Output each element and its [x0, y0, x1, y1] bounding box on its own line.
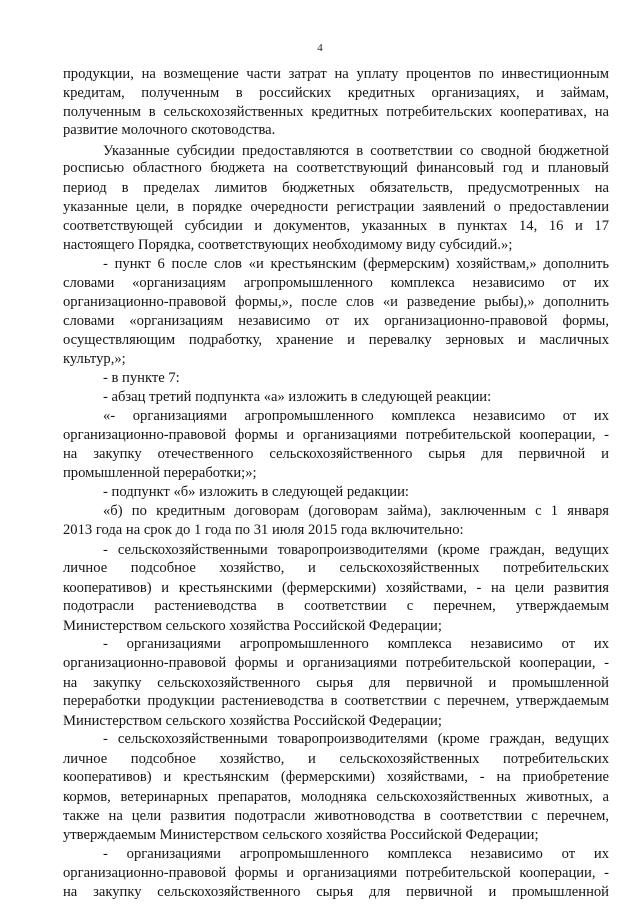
- text-line: кормов, ветеринарных препаратов, молодняка сельскохозяйственных животных, а: [63, 788, 609, 805]
- text-line: организационно-правовой формы,», после слов «и разведение рыбы),» дополнить: [63, 293, 609, 310]
- text-line: продукции, на возмещение части затрат на уплату процентов по инвестиционным: [63, 66, 609, 82]
- text-line: культур,»;: [63, 351, 126, 367]
- text-line: промышленной переработки;»;: [63, 464, 257, 481]
- text-line: организационно-правовой формы и организациями потребительской кооперации, -: [63, 426, 609, 443]
- text-line: кооперативов) и крестьянскими (фермерскими) хозяйствами, - на цели развития: [63, 579, 609, 596]
- text-line: росписью областного бюджета на соответствующий финансовый год и плановый: [63, 160, 609, 177]
- text-line: 2013 года на срок до 1 года по 31 июля 2015 года включительно:: [63, 522, 464, 539]
- text-line: Министерством сельского хозяйства Российской Федерации;: [63, 617, 442, 634]
- text-line: развитие молочного скотоводства.: [63, 122, 276, 139]
- page-number: 4: [317, 42, 323, 54]
- text-line: - сельскохозяйственными товаропроизводителями (кроме граждан, ведущих: [103, 731, 609, 748]
- text-line: организационно-правовой формы и организациями потребительской кооперации, -: [63, 864, 609, 881]
- text-line: настоящего Порядка, соответствующих необходимому виду субсидий.»;: [63, 237, 513, 254]
- text-line: - пункт 6 после слов «и крестьянским (фермерским) хозяйствам,» дополнить: [103, 255, 609, 272]
- text-line: словами «организациям независимо от их организационно-правовой формы,: [63, 313, 609, 330]
- text-line: соответствующей субсидии и документов, указанных в пунктах 14, 16 и 17: [63, 217, 609, 234]
- text-line: подотрасли растениеводства в соответствии с перечнем, утверждаемым: [63, 598, 609, 615]
- text-line: организационно-правовой формы и организациями потребительской кооперации, -: [63, 655, 609, 672]
- text-line: указанные цели, в порядке очередности регистрации заявлений о предоставлении: [63, 199, 609, 216]
- text-line: осуществляющим подработку, хранение и перевалку зерновых и масличных: [63, 331, 609, 348]
- text-line: - абзац третий подпункта «а» изложить в следующей реакции:: [103, 388, 492, 405]
- text-line: на закупку отечественного сельскохозяйственного сырья для первичной и: [63, 446, 609, 463]
- text-line: кредитам, полученным в российских кредитных организациях, и займам,: [63, 84, 609, 101]
- text-line: также на цели развития подотрасли животноводства в соответствии с перечнем,: [63, 808, 609, 825]
- text-line: на закупку сельскохозяйственного сырья для первичной и промышленной: [63, 884, 609, 900]
- text-line: переработки продукции растениеводства в соответствии с перечнем, утверждаемым: [63, 693, 609, 710]
- text-line: личное подсобное хозяйство, и сельскохозяйственных потребительских: [63, 750, 609, 767]
- text-line: «- организациями агропромышленного комплекса независимо от их: [103, 408, 609, 425]
- text-line: период в пределах лимитов бюджетных обязательств, предусмотренных на: [63, 179, 609, 196]
- text-line: Министерством сельского хозяйства Российской Федерации;: [63, 712, 442, 729]
- text-line: Указанные субсидии предоставляются в соответствии со сводной бюджетной: [103, 142, 609, 159]
- text-line: на закупку сельскохозяйственного сырья для первичной и промышленной: [63, 674, 609, 691]
- text-line: - организациями агропромышленного комплекса независимо от их: [103, 846, 609, 863]
- text-line: - организациями агропромышленного комплекса независимо от их: [103, 636, 609, 652]
- text-line: личное подсобное хозяйство, и сельскохозяйственных потребительских: [63, 560, 609, 577]
- text-line: кооперативов) и крестьянским (фермерскими) хозяйствами, - на приобретение: [63, 769, 609, 786]
- text-line: полученным в сельскохозяйственных кредитных потребительских кооперативах, на: [63, 103, 609, 120]
- text-line: утверждаемым Министерством сельского хозяйства Российской Федерации;: [63, 826, 539, 843]
- text-line: - сельскохозяйственными товаропроизводителями (кроме граждан, ведущих: [103, 541, 609, 558]
- text-line: - в пункте 7:: [103, 369, 180, 386]
- text-line: «б) по кредитным договорам (договорам займа), заключенным с 1 января: [103, 502, 609, 519]
- text-line: словами «организациям агропромышленного комплекса независимо от их: [63, 275, 609, 292]
- text-line: - подпункт «б» изложить в следующей редакции:: [103, 484, 409, 501]
